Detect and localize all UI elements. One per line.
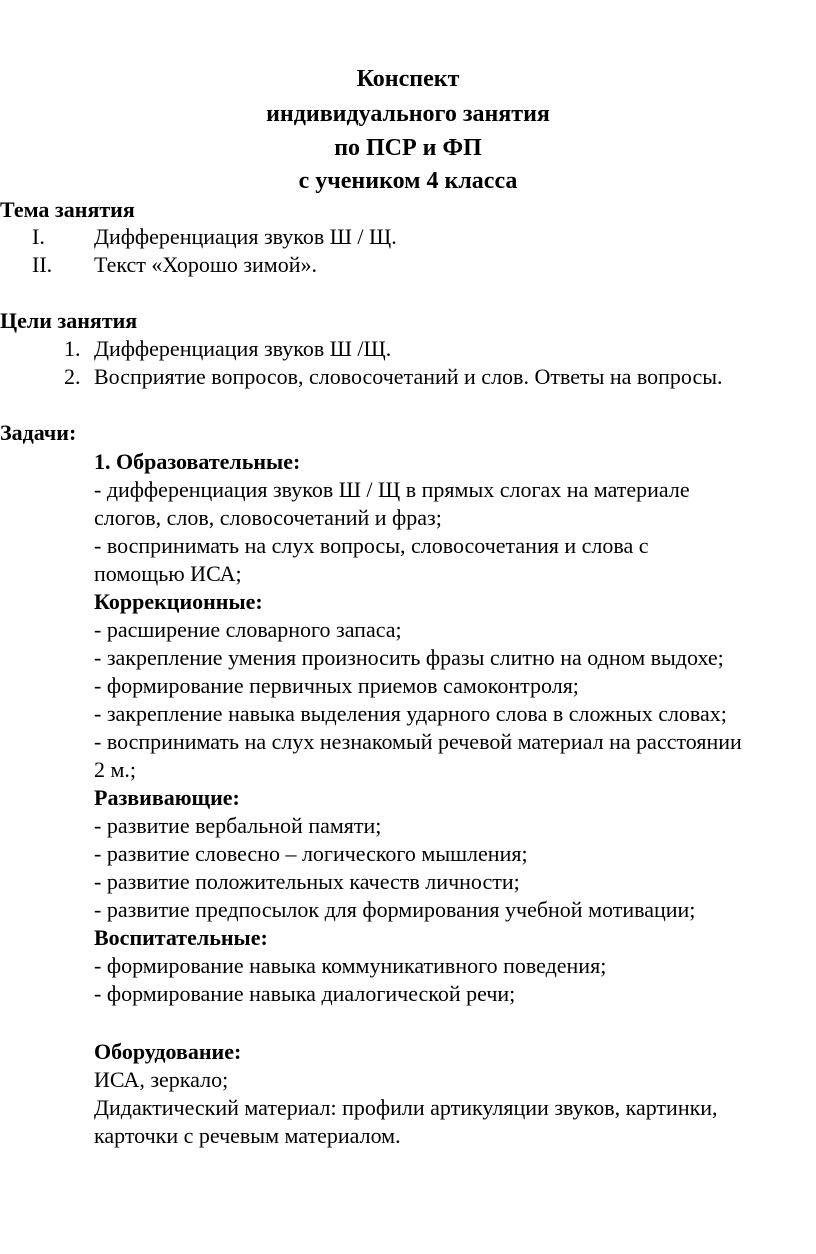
doc-title-line-3: по ПСР и ФП [334,135,482,161]
tasks-upbringing-heading: Воспитательные: [94,925,268,950]
tasks-correctional-line-2: - закрепление умения произносить фразы слитно на одном выдохе; [94,645,724,670]
topic-item-2-text: Текст «Хорошо зимой». [94,252,317,277]
tasks-developing-heading: Развивающие: [94,785,240,810]
tasks-educational-line-4: помощью ИСА; [94,561,242,586]
topic-item-2-marker: II. [32,252,53,277]
doc-title-line-4: с учеником 4 класса [298,168,518,194]
tasks-upbringing-line-2: - формирование навыка диалогической речи; [94,981,516,1006]
goals-item-1-text: Дифференциация звуков Ш /Щ. [94,336,392,361]
equipment-line-3: карточки с речевым материалом. [94,1123,401,1148]
tasks-developing-line-4: - развитие предпосылок для формирования учебной мотивации; [94,897,696,922]
goals-item-2-text: Восприятие вопросов, словосочетаний и слов. Ответы на вопросы. [94,364,723,389]
topic-heading: Тема занятия [0,197,135,222]
doc-title-line-1: Конспект [356,66,460,92]
tasks-correctional-heading: Коррекционные: [94,589,263,614]
tasks-correctional-line-4: - закрепление навыка выделения ударного слова в сложных словах; [94,701,727,726]
tasks-developing-line-2: - развитие словесно – логического мышления; [94,841,528,866]
tasks-correctional-line-1: - расширение словарного запаса; [94,617,402,642]
tasks-educational-heading: 1. Образовательные: [94,449,301,474]
tasks-educational-line-3: - воспринимать на слух вопросы, словосочетания и слова с [94,533,649,558]
tasks-developing-line-3: - развитие положительных качеств личности; [94,869,520,894]
topic-item-1-text: Дифференциация звуков Ш / Щ. [94,224,397,249]
goals-item-1-marker: 1. [64,336,81,361]
goals-item-2-marker: 2. [64,364,81,389]
tasks-correctional-line-3: - формирование первичных приемов самоконтроля; [94,673,579,698]
tasks-upbringing-line-1: - формирование навыка коммуникативного поведения; [94,953,607,978]
tasks-heading: Задачи: [0,420,77,445]
equipment-line-1: ИСА, зеркало; [94,1067,229,1092]
doc-title-line-2: индивидуального занятия [266,101,550,127]
tasks-developing-line-1: - развитие вербальной памяти; [94,813,382,838]
tasks-correctional-line-6: 2 м.; [94,757,137,782]
equipment-heading: Оборудование: [94,1039,242,1064]
goals-heading: Цели занятия [0,308,138,333]
tasks-educational-line-2: слогов, слов, словосочетаний и фраз; [94,505,442,530]
tasks-educational-line-1: - дифференциация звуков Ш / Щ в прямых слогах на материале [94,477,690,502]
topic-item-1-marker: I. [32,224,45,249]
equipment-line-2: Дидактический материал: профили артикуляции звуков, картинки, [94,1095,718,1120]
tasks-correctional-line-5: - воспринимать на слух незнакомый речевой материал на расстоянии [94,729,742,754]
